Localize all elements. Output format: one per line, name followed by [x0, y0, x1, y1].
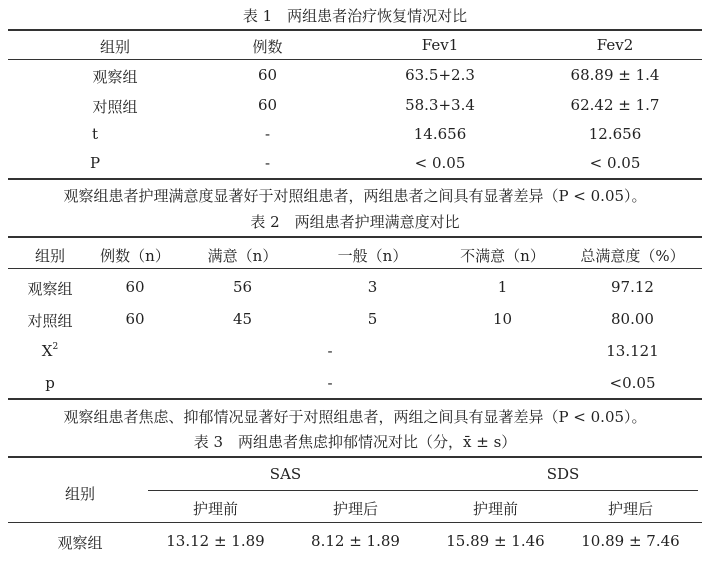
table1-cell: 12.656	[588, 125, 642, 143]
table2-cell: 13.121	[606, 342, 659, 360]
table2-header: 不满意（n）	[460, 247, 545, 265]
table3-header-sds: SDS	[546, 465, 580, 483]
table2-cell: 10	[492, 310, 513, 328]
table1-cell: < 0.05	[414, 154, 466, 172]
table3-cell: 15.89 ± 1.46	[446, 532, 545, 550]
table1-cell: 68.89 ± 1.4	[570, 66, 660, 84]
table3-header-group: 组别	[64, 485, 95, 503]
table1-cell: t	[91, 125, 99, 143]
table1-header-fev1: Fev1	[421, 36, 459, 54]
table3-cell: 10.89 ± 7.46	[581, 532, 680, 550]
table2-cell: 97.12	[611, 278, 654, 296]
table2-header: 总满意度（%）	[580, 247, 685, 265]
table3-caption: 表 3 两组患者焦虑抑郁情况对比（分，x̄ ± s）	[193, 433, 517, 451]
table2-cell: p	[45, 374, 55, 392]
table3-subheader: 护理前	[192, 500, 238, 518]
table1-cell: 63.5+2.3	[405, 66, 475, 84]
table1-cell: 14.656	[413, 125, 467, 143]
table2-cell: 1	[497, 278, 508, 296]
table2-header: 例数（n）	[100, 247, 170, 265]
table3-cell: 观察组	[57, 534, 103, 552]
table2-cell-chi	[20, 342, 80, 360]
table3-top-rule	[8, 456, 702, 458]
table3-subheader: 护理前	[472, 500, 518, 518]
table2-cell: 80.00	[611, 310, 654, 328]
table2-bottom-rule	[8, 398, 702, 400]
table2-cell: <0.05	[609, 374, 656, 392]
table1-cell: -	[264, 154, 271, 172]
table2-cell: 观察组	[27, 280, 73, 298]
table1-header-fev2: Fev2	[596, 36, 634, 54]
table2-header-rule	[8, 268, 702, 269]
chi-superscript: 2	[52, 342, 59, 352]
table1-cell: 58.3+3.4	[405, 96, 475, 114]
table2-cell: -	[327, 374, 333, 392]
paragraph-2: 观察组患者焦虑、抑郁情况显著好于对照组患者，两组之间具有显著差异（P < 0.05）。	[63, 408, 647, 426]
table2-cell: 5	[367, 310, 378, 328]
table1-cell: < 0.05	[589, 154, 641, 172]
table3-header-sas: SAS	[269, 465, 302, 483]
table2-cell: 45	[232, 310, 253, 328]
table3-cell: 8.12 ± 1.89	[311, 532, 400, 550]
table1-bottom-rule	[8, 178, 702, 180]
table1-top-rule	[8, 29, 702, 31]
paragraph-1: 观察组患者护理满意度显著好于对照组患者，两组患者之间具有显著差异（P < 0.05）。	[63, 187, 647, 205]
table1-cell: 观察组	[92, 68, 138, 86]
table1-caption: 表 1 两组患者治疗恢复情况对比	[242, 7, 468, 25]
chi-symbol: X	[41, 342, 53, 360]
table2-header: 组别	[34, 247, 65, 265]
table3-header-rule	[8, 522, 702, 523]
table2-caption: 表 2 两组患者护理满意度对比	[250, 213, 460, 231]
table1-header-count: 例数	[252, 38, 283, 56]
table1-header-rule	[8, 59, 702, 60]
table2-header: 一般（n）	[337, 247, 408, 265]
table3-cell: 13.12 ± 1.89	[166, 532, 265, 550]
table2-cell: 3	[367, 278, 378, 296]
table1-cell: 62.42 ± 1.7	[570, 96, 660, 114]
table3-subheader: 护理后	[607, 500, 653, 518]
table1-cell: 60	[257, 66, 278, 84]
table1-header-group: 组别	[99, 38, 130, 56]
table2-cell: 60	[125, 278, 145, 296]
table3-subheader: 护理后	[332, 500, 378, 518]
table3-subheader-rule	[148, 490, 698, 491]
table2-cell: -	[327, 342, 333, 360]
table2-cell: 56	[232, 278, 253, 296]
table1-cell: P	[89, 154, 101, 172]
table2-top-rule	[8, 236, 702, 238]
table2-header: 满意（n）	[207, 247, 278, 265]
table1-cell: -	[264, 125, 271, 143]
table1-cell: 60	[257, 96, 278, 114]
table1-cell: 对照组	[92, 98, 138, 116]
table2-cell: 60	[125, 310, 145, 328]
table2-cell: 对照组	[27, 312, 73, 330]
